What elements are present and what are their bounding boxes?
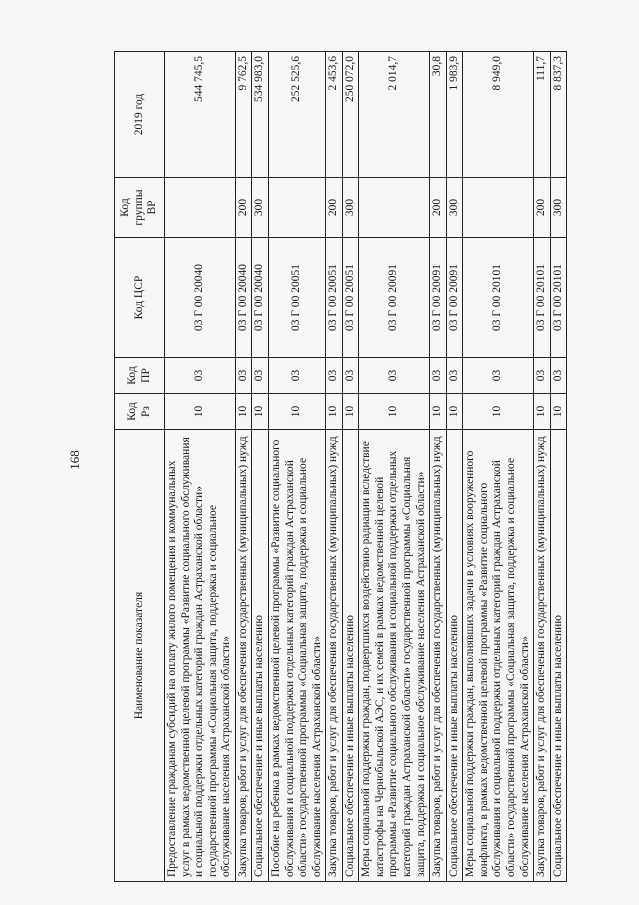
cell-name: Меры социальной поддержки граждан, подвергшихся воздействию радиации вследствие катастрофы на Чернобыльской АЭС, и их семей в рамках ведомственной целевой программы «Развитие социального обслуживания и социальной поддержки отдельных категорий граждан Астраханской области» государственной программы «Социальная защита, поддержка и социальное обслуживание населения Астраханской области» [359, 430, 430, 882]
cell-name: Закупка товаров, работ и услуг для обеспечения государственных (муниципальных) нужд [430, 430, 447, 882]
cell-value: 544 745,5 [165, 52, 236, 178]
cell-pr: 03 [534, 358, 551, 394]
cell-rz: 10 [268, 394, 325, 430]
cell-vr: 200 [235, 178, 252, 238]
cell-pr: 03 [550, 358, 567, 394]
cell-pr: 03 [235, 358, 252, 394]
cell-name: Закупка товаров, работ и услуг для обеспечения государственных (муниципальных) нужд [326, 430, 343, 882]
cell-rz: 10 [165, 394, 236, 430]
table-row [550, 52, 567, 882]
cell-pr: 03 [342, 358, 359, 394]
page-number: 168 [67, 450, 82, 470]
cell-value: 1 983,9 [446, 52, 463, 178]
cell-csr: 03 Г 00 20101 [534, 238, 551, 358]
cell-csr: 03 Г 00 20051 [268, 238, 325, 358]
cell-name: Социальное обеспечение и иные выплаты населению [550, 430, 567, 882]
cell-name: Социальное обеспечение и иные выплаты населению [252, 430, 269, 882]
rotated-table-container [114, 52, 564, 882]
cell-pr: 03 [463, 358, 534, 394]
cell-vr: 300 [550, 178, 567, 238]
cell-pr: 03 [165, 358, 236, 394]
header-vr: Код группы ВР [115, 178, 165, 238]
table-row [326, 52, 343, 882]
header-year: 2019 год [115, 52, 165, 178]
cell-vr: 200 [326, 178, 343, 238]
table-row [430, 52, 447, 882]
cell-name: Меры социальной поддержки граждан, выполнявших задачи в условиях вооруженного конфликта, в рамках ведомственной целевой программы «Развитие социального обслуживания и социальной поддержки отдельных категорий граждан Астраханской области» государственной программы «Социальная защита, поддержка и социальное обслуживание населения Астраханской области» [463, 430, 534, 882]
header-rz: Код Рз [115, 394, 165, 430]
cell-vr: 300 [342, 178, 359, 238]
cell-name: Закупка товаров, работ и услуг для обеспечения государственных (муниципальных) нужд [235, 430, 252, 882]
cell-csr: 03 Г 00 20091 [430, 238, 447, 358]
cell-rz: 10 [252, 394, 269, 430]
cell-pr: 03 [446, 358, 463, 394]
cell-value: 8 949,0 [463, 52, 534, 178]
table-row [252, 52, 269, 882]
table-row [342, 52, 359, 882]
cell-vr [165, 178, 236, 238]
cell-value: 9 762,5 [235, 52, 252, 178]
cell-csr: 03 Г 00 20101 [463, 238, 534, 358]
header-csr: Код ЦСР [115, 238, 165, 358]
table-row [165, 52, 236, 882]
cell-rz: 10 [359, 394, 430, 430]
table-row [268, 52, 325, 882]
cell-vr [268, 178, 325, 238]
cell-name: Закупка товаров, работ и услуг для обеспечения государственных (муниципальных) нужд [534, 430, 551, 882]
cell-pr: 03 [252, 358, 269, 394]
cell-rz: 10 [326, 394, 343, 430]
table-row [534, 52, 551, 882]
cell-pr: 03 [268, 358, 325, 394]
cell-pr: 03 [359, 358, 430, 394]
table-row [359, 52, 430, 882]
cell-rz: 10 [446, 394, 463, 430]
cell-pr: 03 [326, 358, 343, 394]
header-name: Наименование показателя [115, 430, 165, 882]
cell-csr: 03 Г 00 20091 [359, 238, 430, 358]
header-pr: Код ПР [115, 358, 165, 394]
cell-name: Предоставление гражданам субсидий на оплату жилого помещения и коммунальных услуг в рамках ведомственной целевой программы «Развитие социального обслуживания и социальной поддержки отдельных категорий граждан Астраханской области» государственной программы «Социальная защита, поддержка и социальное обслуживание населения Астраханской области» [165, 430, 236, 882]
cell-value: 250 072,0 [342, 52, 359, 178]
cell-csr: 03 Г 00 20040 [165, 238, 236, 358]
cell-csr: 03 Г 00 20051 [326, 238, 343, 358]
cell-rz: 10 [342, 394, 359, 430]
cell-csr: 03 Г 00 20040 [252, 238, 269, 358]
cell-rz: 10 [463, 394, 534, 430]
cell-name: Пособие на ребенка в рамках ведомственной целевой программы «Развитие социального обслуживания и социальной поддержки отдельных категорий граждан Астраханской области» государственной программы «Социальная защита, поддержка и социальное обслуживание населения Астраханской области» [268, 430, 325, 882]
cell-vr: 200 [534, 178, 551, 238]
budget-table [114, 51, 567, 882]
cell-value: 2 453,6 [326, 52, 343, 178]
cell-pr: 03 [430, 358, 447, 394]
cell-value: 8 837,3 [550, 52, 567, 178]
cell-csr: 03 Г 00 20051 [342, 238, 359, 358]
cell-value: 111,7 [534, 52, 551, 178]
cell-value: 252 525,6 [268, 52, 325, 178]
cell-value: 534 983,0 [252, 52, 269, 178]
cell-vr: 200 [430, 178, 447, 238]
cell-vr [359, 178, 430, 238]
cell-value: 2 014,7 [359, 52, 430, 178]
cell-vr [463, 178, 534, 238]
cell-value: 30,8 [430, 52, 447, 178]
cell-csr: 03 Г 00 20040 [235, 238, 252, 358]
cell-rz: 10 [235, 394, 252, 430]
cell-vr: 300 [446, 178, 463, 238]
cell-vr: 300 [252, 178, 269, 238]
cell-name: Социальное обеспечение и иные выплаты населению [342, 430, 359, 882]
table-row [235, 52, 252, 882]
cell-csr: 03 Г 00 20101 [550, 238, 567, 358]
cell-rz: 10 [534, 394, 551, 430]
cell-rz: 10 [430, 394, 447, 430]
cell-name: Социальное обеспечение и иные выплаты населению [446, 430, 463, 882]
cell-csr: 03 Г 00 20091 [446, 238, 463, 358]
cell-rz: 10 [550, 394, 567, 430]
table-row [446, 52, 463, 882]
table-row [463, 52, 534, 882]
table-header-row [115, 52, 165, 882]
